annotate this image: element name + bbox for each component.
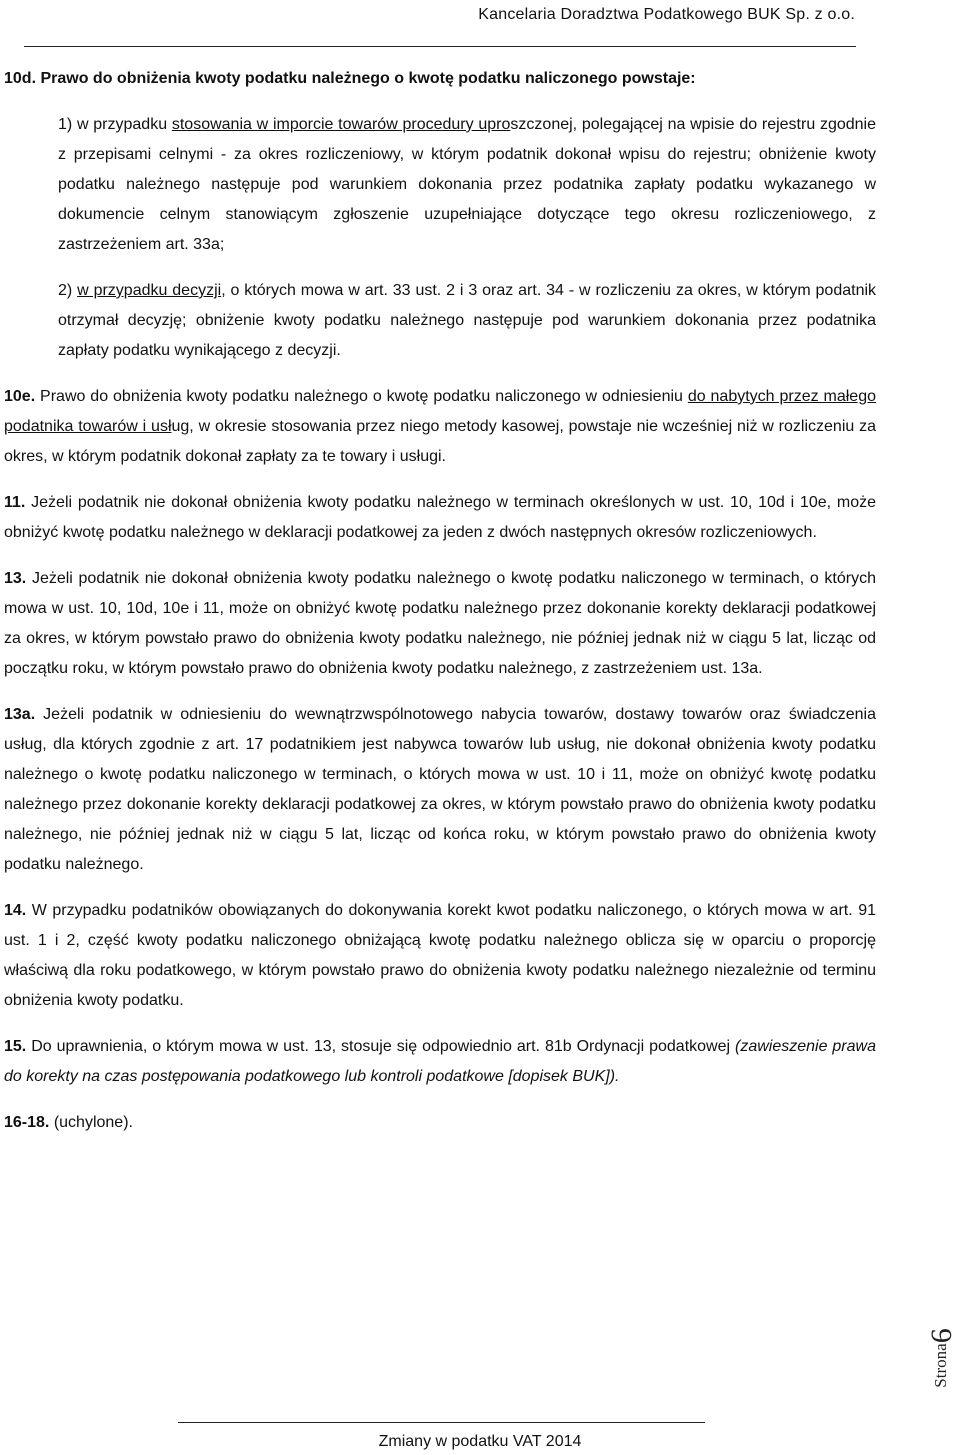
page-number-label — [924, 1318, 960, 1398]
section-text: (uchylone). — [49, 1114, 133, 1131]
page-word: Strona — [930, 1343, 950, 1388]
section-10d-item-2 — [4, 276, 876, 366]
section-number: 13a. — [4, 706, 36, 723]
section-10d-heading: 10d. Prawo do obniżenia kwoty podatku należnego o kwotę podatku naliczonego powstaje: — [4, 70, 696, 87]
section-number: 16-18. — [4, 1114, 50, 1131]
item-2-underlined: w przypadku decyzji — [77, 282, 222, 299]
section-text: Jeżeli podatnik w odniesieniu do wewnątrzwspólnotowego nabycia towarów, dostawy towarów oraz świadczenia usług, dla których zgodnie z art. 17 podatnikiem jest nabywca towarów lub usług, nie dokonał obniżenia kwoty podatku należnego o kwotę podatku naliczonego w terminach, o których mowa w ust. 10 i 11, może on obniżyć kwotę podatku należnego przez dokonanie korekty deklaracji podatkowej za okres, w którym powstało prawo do obniżenia kwoty podatku należnego, nie później jednak niż w ciągu 5 lat, licząc od końca roku, w którym powstało prawo do obniżenia kwoty podatku należnego. — [4, 706, 876, 873]
page-footer — [0, 1433, 960, 1451]
company-name: Kancelaria Doradztwa Podatkowego BUK Sp. z o.o. — [478, 6, 855, 23]
footer-text: Zmiany w podatku VAT 2014 — [378, 1433, 582, 1450]
section-15 — [4, 1032, 876, 1092]
section-number: 10e. — [4, 388, 36, 405]
section-10d-item-1 — [4, 110, 876, 260]
section-14 — [4, 896, 876, 1016]
item-1-underlined: stosowania w imporcie towarów procedury upro — [171, 116, 511, 133]
item-1-text: szczonej, polegającej na wpisie do rejestru zgodnie z przepisami celnymi - za okres rozliczeniowy, w którym podatnik dokonał wpisu do rejestru; obniżenie kwoty podatku należnego następuje pod warunkiem dokonania przez podatnika zapłaty podatku wykazanego w dokumencie celnym stanowiącym zgłoszenie uzupełniające dotyczące tego okresu rozliczeniowego, z zastrzeżeniem art. 33a; — [58, 116, 877, 253]
section-number: 13. — [4, 570, 27, 587]
section-number: 11. — [4, 494, 26, 511]
section-10e — [4, 382, 876, 472]
header-rule — [24, 46, 856, 47]
page-number: 6 — [925, 1328, 958, 1344]
section-text-continued: ug, w okresie stosowania przez niego metody kasowej, powstaje nie wcześniej niż w rozliczeniu za okres, w którym podatnik dokonał zapłaty za te towary i usługi. — [4, 418, 877, 465]
section-text: Prawo do obniżenia kwoty podatku należnego o kwotę podatku naliczonego w odniesieniu — [35, 388, 688, 405]
section-text: W przypadku podatników obowiązanych do dokonywania korekt kwot podatku naliczonego, o których mowa w art. 91 ust. 1 i 2, część kwoty podatku naliczonego obniżającą kwotę podatku należnego oblicza się w oparciu o proporcję właściwą dla roku podatkowego, w którym powstało prawo do obniżenia kwoty podatku należnego niezależnie od terminu obniżenia kwoty podatku. — [4, 902, 876, 1009]
section-italic-note: (zawieszenie prawa do korekty na czas postępowania podatkowego lub kontroli podatkowe [dopisek BUK]). — [4, 1038, 876, 1085]
section-16-18 — [4, 1108, 876, 1138]
section-11 — [4, 488, 876, 548]
item-2-prefix: 2) — [58, 282, 78, 299]
section-text: Jeżeli podatnik nie dokonał obniżenia kwoty podatku należnego o kwotę podatku naliczonego w terminach, o których mowa w ust. 10, 10d, 10e i 11, może on obniżyć kwotę podatku należnego przez dokonanie korekty deklaracji podatkowej za okres, w którym powstało prawo do obniżenia kwoty podatku należnego, nie później jednak niż w ciągu 5 lat, licząc od początku roku, w którym powstało prawo do obniżenia kwoty podatku należnego, z zastrzeżeniem ust. 13a. — [4, 570, 876, 677]
section-13a — [4, 700, 876, 880]
footer-rule — [178, 1422, 705, 1423]
section-number: 14. — [4, 902, 27, 919]
item-2-text: , o których mowa w art. 33 ust. 2 i 3 oraz art. 34 - w rozliczeniu za okres, w którym podatnik otrzymał decyzję; obniżenie kwoty podatku należnego następuje pod warunkiem dokonania przez podatnika zapłaty podatku wynikającego z decyzji. — [58, 282, 877, 359]
page-header — [478, 6, 855, 24]
section-text: Jeżeli podatnik nie dokonał obniżenia kwoty podatku należnego w terminach określonych w ust. 10, 10d i 10e, może obniżyć kwotę podatku należnego w deklaracji podatkowej za jeden z dwóch następnych okresów rozliczeniowych. — [4, 494, 876, 541]
document-body — [4, 64, 876, 1154]
section-number: 15. — [4, 1038, 27, 1055]
item-1-prefix: 1) w przypadku — [58, 116, 172, 133]
section-13 — [4, 564, 876, 684]
section-text: Do uprawnienia, o którym mowa w ust. 13, stosuje się odpowiednio art. 81b Ordynacji podatkowej — [26, 1038, 735, 1055]
section-underlined: do nabytych przez małego podatnika towarów i usł — [4, 388, 876, 435]
